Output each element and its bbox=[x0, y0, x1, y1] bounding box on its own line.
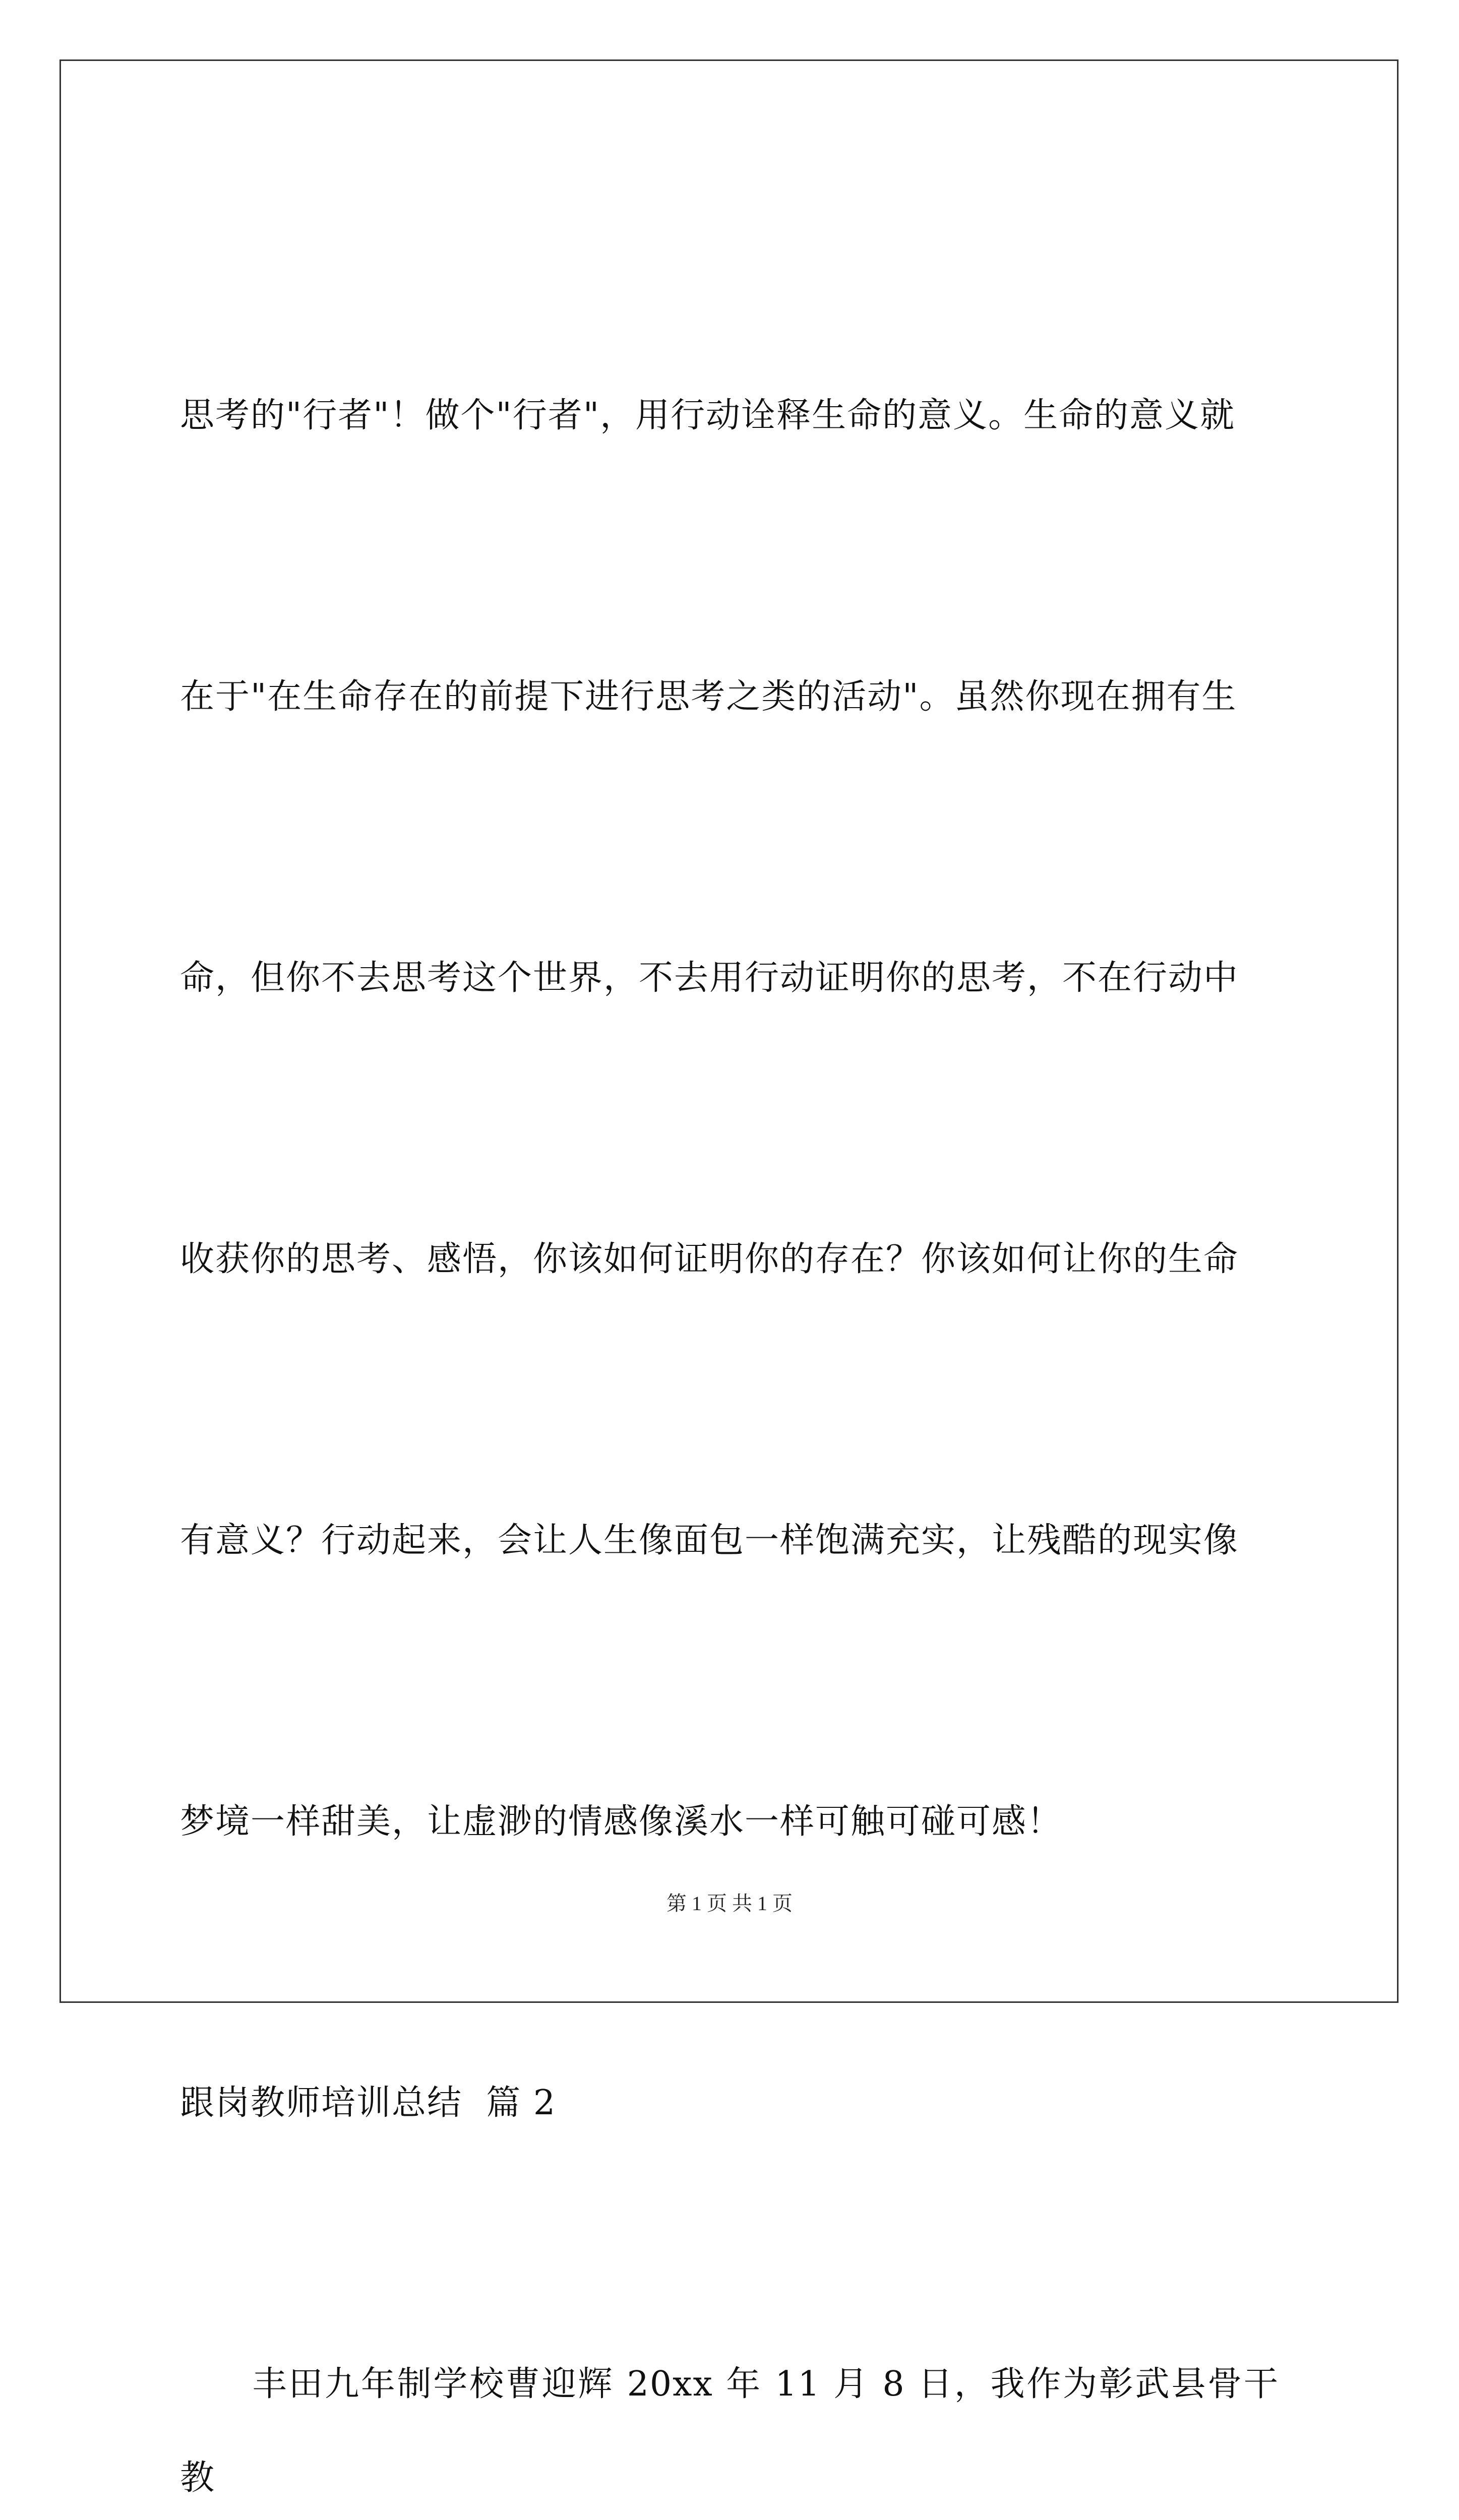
text-line: 在于"在生命存在的前提下进行思考之类的活动"。虽然你现在拥有生 bbox=[180, 677, 1237, 717]
text-line: 命，但你不去思考这个世界，不去用行动证明你的思考，不在行动中 bbox=[180, 958, 1239, 998]
text-line: 思考的"行者"！做个"行者"，用行动诠释生命的意义。生命的意义就 bbox=[180, 396, 1236, 435]
document-body bbox=[180, 181, 1279, 2520]
text-line: 丰田九年制学校曹迎辉 20xx 年 11 月 8 日，我作为彰武县骨干教 bbox=[180, 2364, 1279, 2498]
paragraph-intro bbox=[180, 2150, 1279, 2520]
paragraph-continuation bbox=[180, 181, 1279, 2056]
section-heading: 跟岗教师培训总结 篇 2 bbox=[180, 2083, 557, 2123]
text-line: 梦境一样甜美，让虚渺的情感像溪水一样可触可碰可感！ bbox=[180, 1802, 1063, 1842]
text-line: 有意义？行动起来，会让人生像面包一样饱满充实，让残酷的现实像 bbox=[180, 1521, 1239, 1560]
page-number-footer: 第 1 页 共 1 页 bbox=[666, 1892, 793, 1915]
text-line: 收获你的思考、感悟，你该如何证明你的存在？你该如何让你的生命 bbox=[180, 1239, 1239, 1279]
